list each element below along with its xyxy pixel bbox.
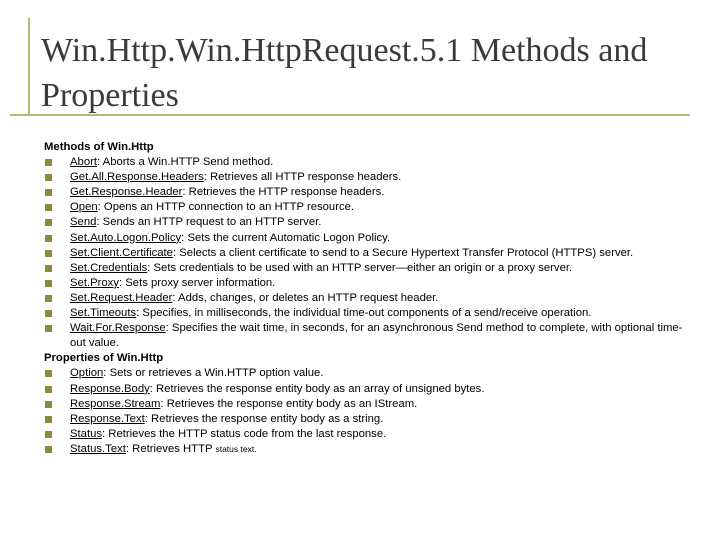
list-item (44, 170, 684, 185)
method-link-set-proxy[interactable]: Set.Proxy (70, 276, 119, 289)
square-bullet-icon (45, 325, 52, 332)
methods-list (44, 155, 684, 351)
list-item (44, 261, 684, 276)
list-item (44, 185, 684, 200)
square-bullet-icon (45, 310, 52, 317)
list-item (44, 321, 684, 351)
method-description: : Aborts a Win.HTTP Send method. (97, 156, 274, 169)
method-description: : Sets proxy server information. (118, 276, 276, 289)
property-description: : Retrieves the response entity body as an IStream. (160, 397, 418, 410)
method-description: : Retrieves all HTTP response headers. (203, 171, 402, 184)
square-bullet-icon (45, 370, 52, 377)
method-link-set-client-certificate[interactable]: Set.Client.Certificate (70, 246, 173, 259)
square-bullet-icon (45, 219, 52, 226)
method-link-get-response-header[interactable]: Get.Response.Header (70, 186, 183, 199)
properties-heading: Properties of Win.Http (44, 352, 164, 365)
list-item (44, 215, 684, 230)
property-description: : Retrieves the response entity body as an array of unsigned bytes. (149, 382, 485, 395)
square-bullet-icon (45, 295, 52, 302)
property-link-response-text[interactable]: Response.Text (70, 412, 145, 425)
method-description: : Adds, changes, or deletes an HTTP request header. (172, 291, 439, 304)
method-link-set-timeouts[interactable]: Set.Timeouts (70, 307, 137, 320)
property-link-option[interactable]: Option (70, 367, 104, 380)
square-bullet-icon (45, 416, 52, 423)
property-description: : Retrieves the HTTP status code from the last response. (102, 427, 387, 440)
slide-body (44, 140, 684, 457)
method-link-abort[interactable]: Abort (70, 156, 98, 169)
method-link-open[interactable]: Open (70, 201, 98, 214)
square-bullet-icon (45, 386, 52, 393)
list-item (44, 427, 684, 442)
method-description: : Specifies the wait time, in seconds, for an asynchronous Send method to complete, with optional time-out value. (70, 322, 683, 350)
property-description-small: status text. (215, 443, 257, 454)
method-description: : Retrieves the HTTP response headers. (182, 186, 385, 199)
list-item (44, 155, 684, 170)
method-link-set-credentials[interactable]: Set.Credentials (70, 261, 148, 274)
method-link-set-request-header[interactable]: Set.Request.Header (70, 291, 173, 304)
title-accent-vertical-rule (28, 18, 30, 116)
list-item (44, 291, 684, 306)
square-bullet-icon (45, 174, 52, 181)
property-description: : Retrieves the response entity body as a string. (144, 412, 384, 425)
property-link-response-body[interactable]: Response.Body (70, 382, 150, 395)
method-link-wait-for-response[interactable]: Wait.For.Response (70, 322, 166, 335)
list-item (44, 246, 684, 261)
square-bullet-icon (45, 431, 52, 438)
property-description: : Retrieves HTTP (125, 442, 216, 455)
method-link-send[interactable]: Send (70, 216, 97, 229)
method-link-get-all-response-headers[interactable]: Get.All.Response.Headers (70, 171, 204, 184)
list-item (44, 200, 684, 215)
method-description: : Sets credentials to be used with an HTTP server—either an origin or a proxy server. (147, 261, 573, 274)
slide-title: Win.Http.Win.HttpRequest.5.1 Methods and Properties (41, 32, 648, 114)
properties-list (44, 366, 684, 457)
list-item (44, 397, 684, 412)
square-bullet-icon (45, 250, 52, 257)
methods-heading: Methods of Win.Http (44, 141, 154, 153)
square-bullet-icon (45, 159, 52, 166)
property-description: : Sets or retrieves a Win.HTTP option value. (103, 367, 324, 380)
method-description: : Specifies, in milliseconds, the individual time-out components of a send/receive operation. (136, 307, 592, 320)
list-item (44, 442, 684, 457)
method-description: : Selects a client certificate to send to a Secure Hypertext Transfer Protocol (HTTPS) server. (172, 246, 634, 259)
square-bullet-icon (45, 265, 52, 272)
method-description: : Opens an HTTP connection to an HTTP resource. (97, 201, 355, 214)
list-item (44, 231, 684, 246)
square-bullet-icon (45, 280, 52, 287)
list-item (44, 276, 684, 291)
list-item (44, 366, 684, 381)
method-description: : Sets the current Automatic Logon Policy. (181, 231, 391, 244)
property-link-status[interactable]: Status (70, 427, 103, 440)
list-item (44, 382, 684, 397)
property-link-response-stream[interactable]: Response.Stream (70, 397, 161, 410)
square-bullet-icon (45, 446, 52, 453)
property-link-status-text[interactable]: Status.Text (70, 442, 126, 455)
square-bullet-icon (45, 189, 52, 196)
square-bullet-icon (45, 235, 52, 242)
list-item (44, 306, 684, 321)
method-link-set-auto-logon-policy[interactable]: Set.Auto.Logon.Policy (70, 231, 182, 244)
square-bullet-icon (45, 401, 52, 408)
method-description: : Sends an HTTP request to an HTTP server. (96, 216, 322, 229)
square-bullet-icon (45, 204, 52, 211)
list-item (44, 412, 684, 427)
